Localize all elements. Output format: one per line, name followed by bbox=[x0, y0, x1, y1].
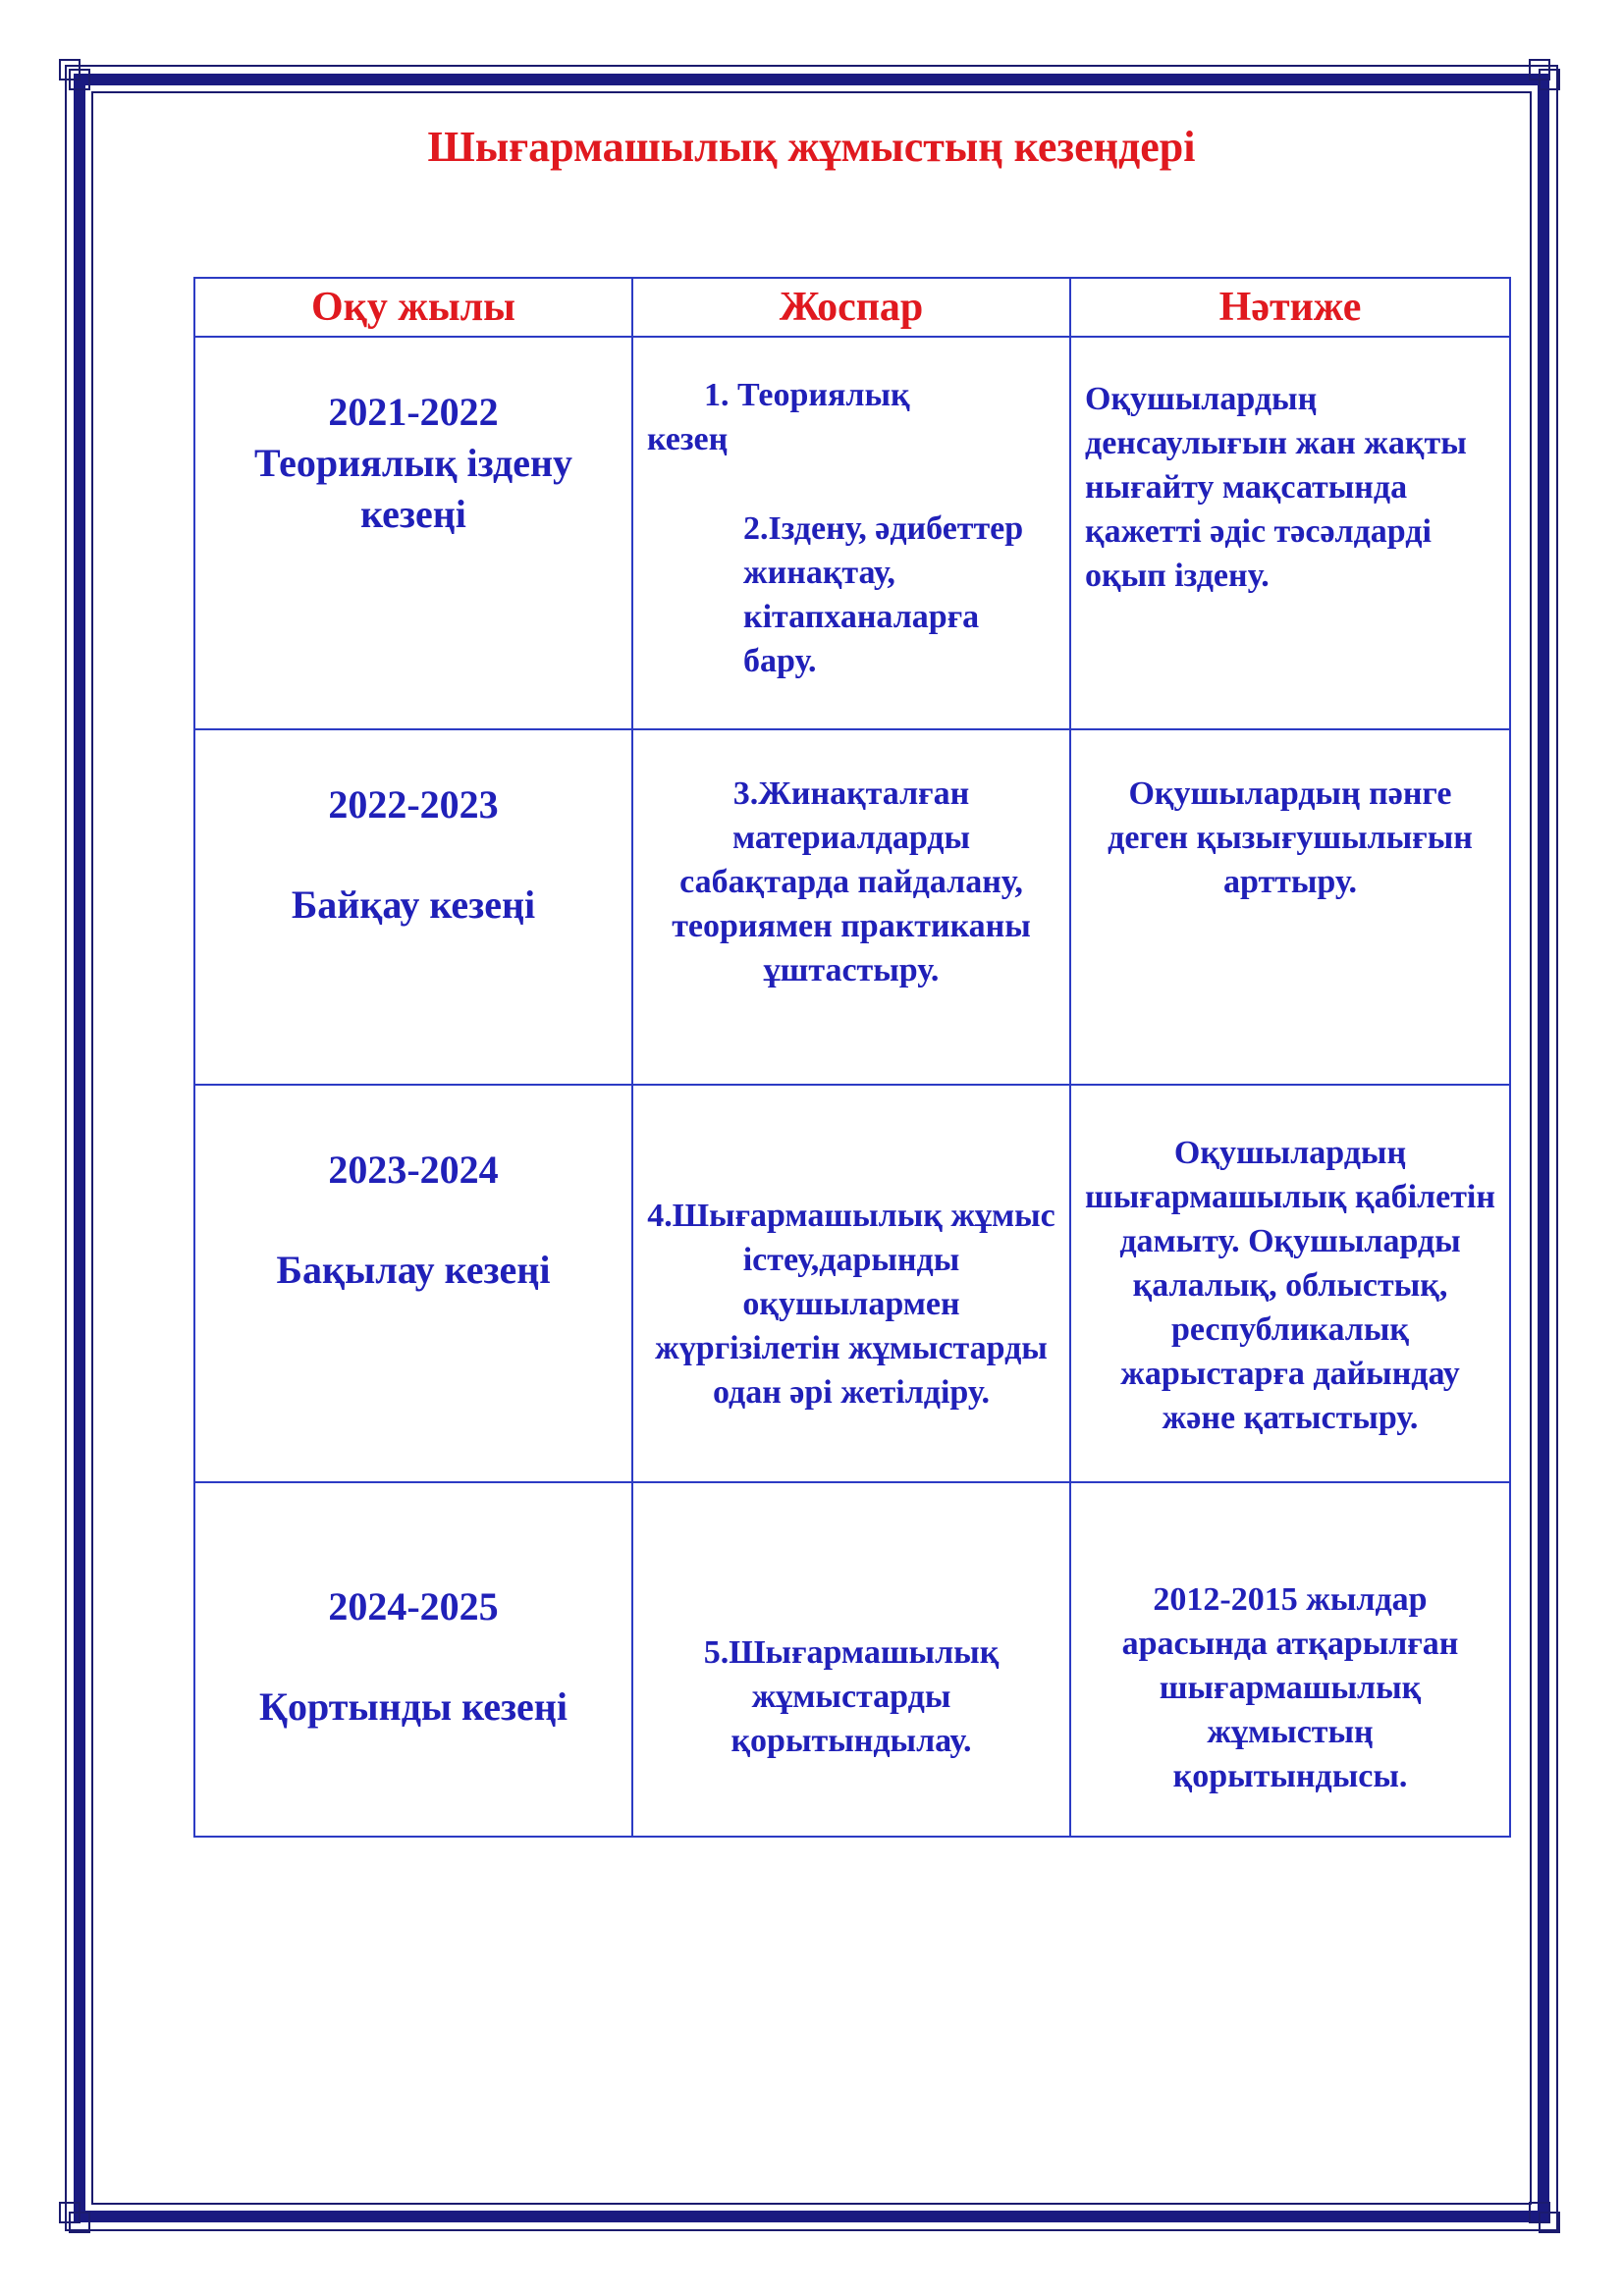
result-text: Оқушылардың денсаулығын жан жақты нығайту мақсатында қажетті әдіс тәсәлдарді оқып іздену. bbox=[1085, 381, 1467, 594]
plan-text: 3.Жинақталған материалдарды сабақтарда пайдалану, теориямен практиканы ұштастыру. bbox=[672, 775, 1031, 988]
plan-cell bbox=[632, 1085, 1070, 1482]
header-study-year: Оқу жылы bbox=[194, 278, 632, 337]
table-row bbox=[194, 337, 1510, 729]
result-cell bbox=[1070, 1085, 1510, 1482]
phase-name: Теориялық іздену кезеңі bbox=[253, 441, 573, 536]
result-text: Оқушылардың пәнге деген қызығушылығын арттыру. bbox=[1108, 775, 1473, 900]
plan-text: 5.Шығармашылық жұмыстарды қорытындылау. bbox=[703, 1634, 1000, 1759]
year-range: 2021-2022 bbox=[328, 390, 499, 434]
result-text: Оқушылардың шығармашылық қабілетін дамыту. Оқушыларды қалалық, облыстық, республикалық жарыстарға дайындау және қатыстыру. bbox=[1085, 1135, 1495, 1436]
result-cell bbox=[1070, 1482, 1510, 1837]
plan-cell bbox=[632, 337, 1070, 729]
plan-text: 4.Шығармашылық жұмыс істеу,дарынды оқушылармен жүргізілетін жұмыстарды одан әрі жетілдіру. bbox=[647, 1198, 1055, 1411]
year-range: 2022-2023 bbox=[328, 782, 499, 827]
header-result: Нәтиже bbox=[1070, 278, 1510, 337]
year-range: 2024-2025 bbox=[328, 1584, 499, 1629]
phase-name: Қортынды кезеңі bbox=[259, 1684, 568, 1729]
table-row bbox=[194, 729, 1510, 1085]
corner-ornament-bottom-right bbox=[1529, 2202, 1564, 2237]
page-title: Шығармашылық жұмыстың кезеңдері bbox=[427, 123, 1196, 171]
year-cell bbox=[194, 729, 632, 1085]
phase-name: Байқау кезеңі bbox=[291, 882, 536, 927]
year-cell bbox=[194, 1482, 632, 1837]
result-text: 2012-2015 жылдар арасында атқарылған шығармашылық жұмыстың қорытындысы. bbox=[1121, 1581, 1459, 1794]
plan-cell bbox=[632, 729, 1070, 1085]
year-cell bbox=[194, 1085, 632, 1482]
corner-ornament-top-left bbox=[59, 59, 94, 94]
plan-text: 2.Іздену, әдибеттер жинақтау, кітапханаларға бару. bbox=[743, 510, 1024, 679]
result-cell bbox=[1070, 729, 1510, 1085]
year-range: 2023-2024 bbox=[328, 1148, 499, 1192]
table-row bbox=[194, 1085, 1510, 1482]
phase-name: Бақылау кезеңі bbox=[276, 1248, 551, 1292]
plan-text: кезең bbox=[647, 421, 729, 457]
stages-table bbox=[193, 277, 1511, 1838]
table-row bbox=[194, 1482, 1510, 1837]
plan-cell bbox=[632, 1482, 1070, 1837]
year-cell bbox=[194, 337, 632, 729]
corner-ornament-top-right bbox=[1529, 59, 1564, 94]
table-header-row bbox=[194, 278, 1510, 337]
corner-ornament-bottom-left bbox=[59, 2202, 94, 2237]
result-cell bbox=[1070, 337, 1510, 729]
header-plan: Жоспар bbox=[632, 278, 1070, 337]
plan-text: 1. Теориялық bbox=[704, 377, 910, 413]
